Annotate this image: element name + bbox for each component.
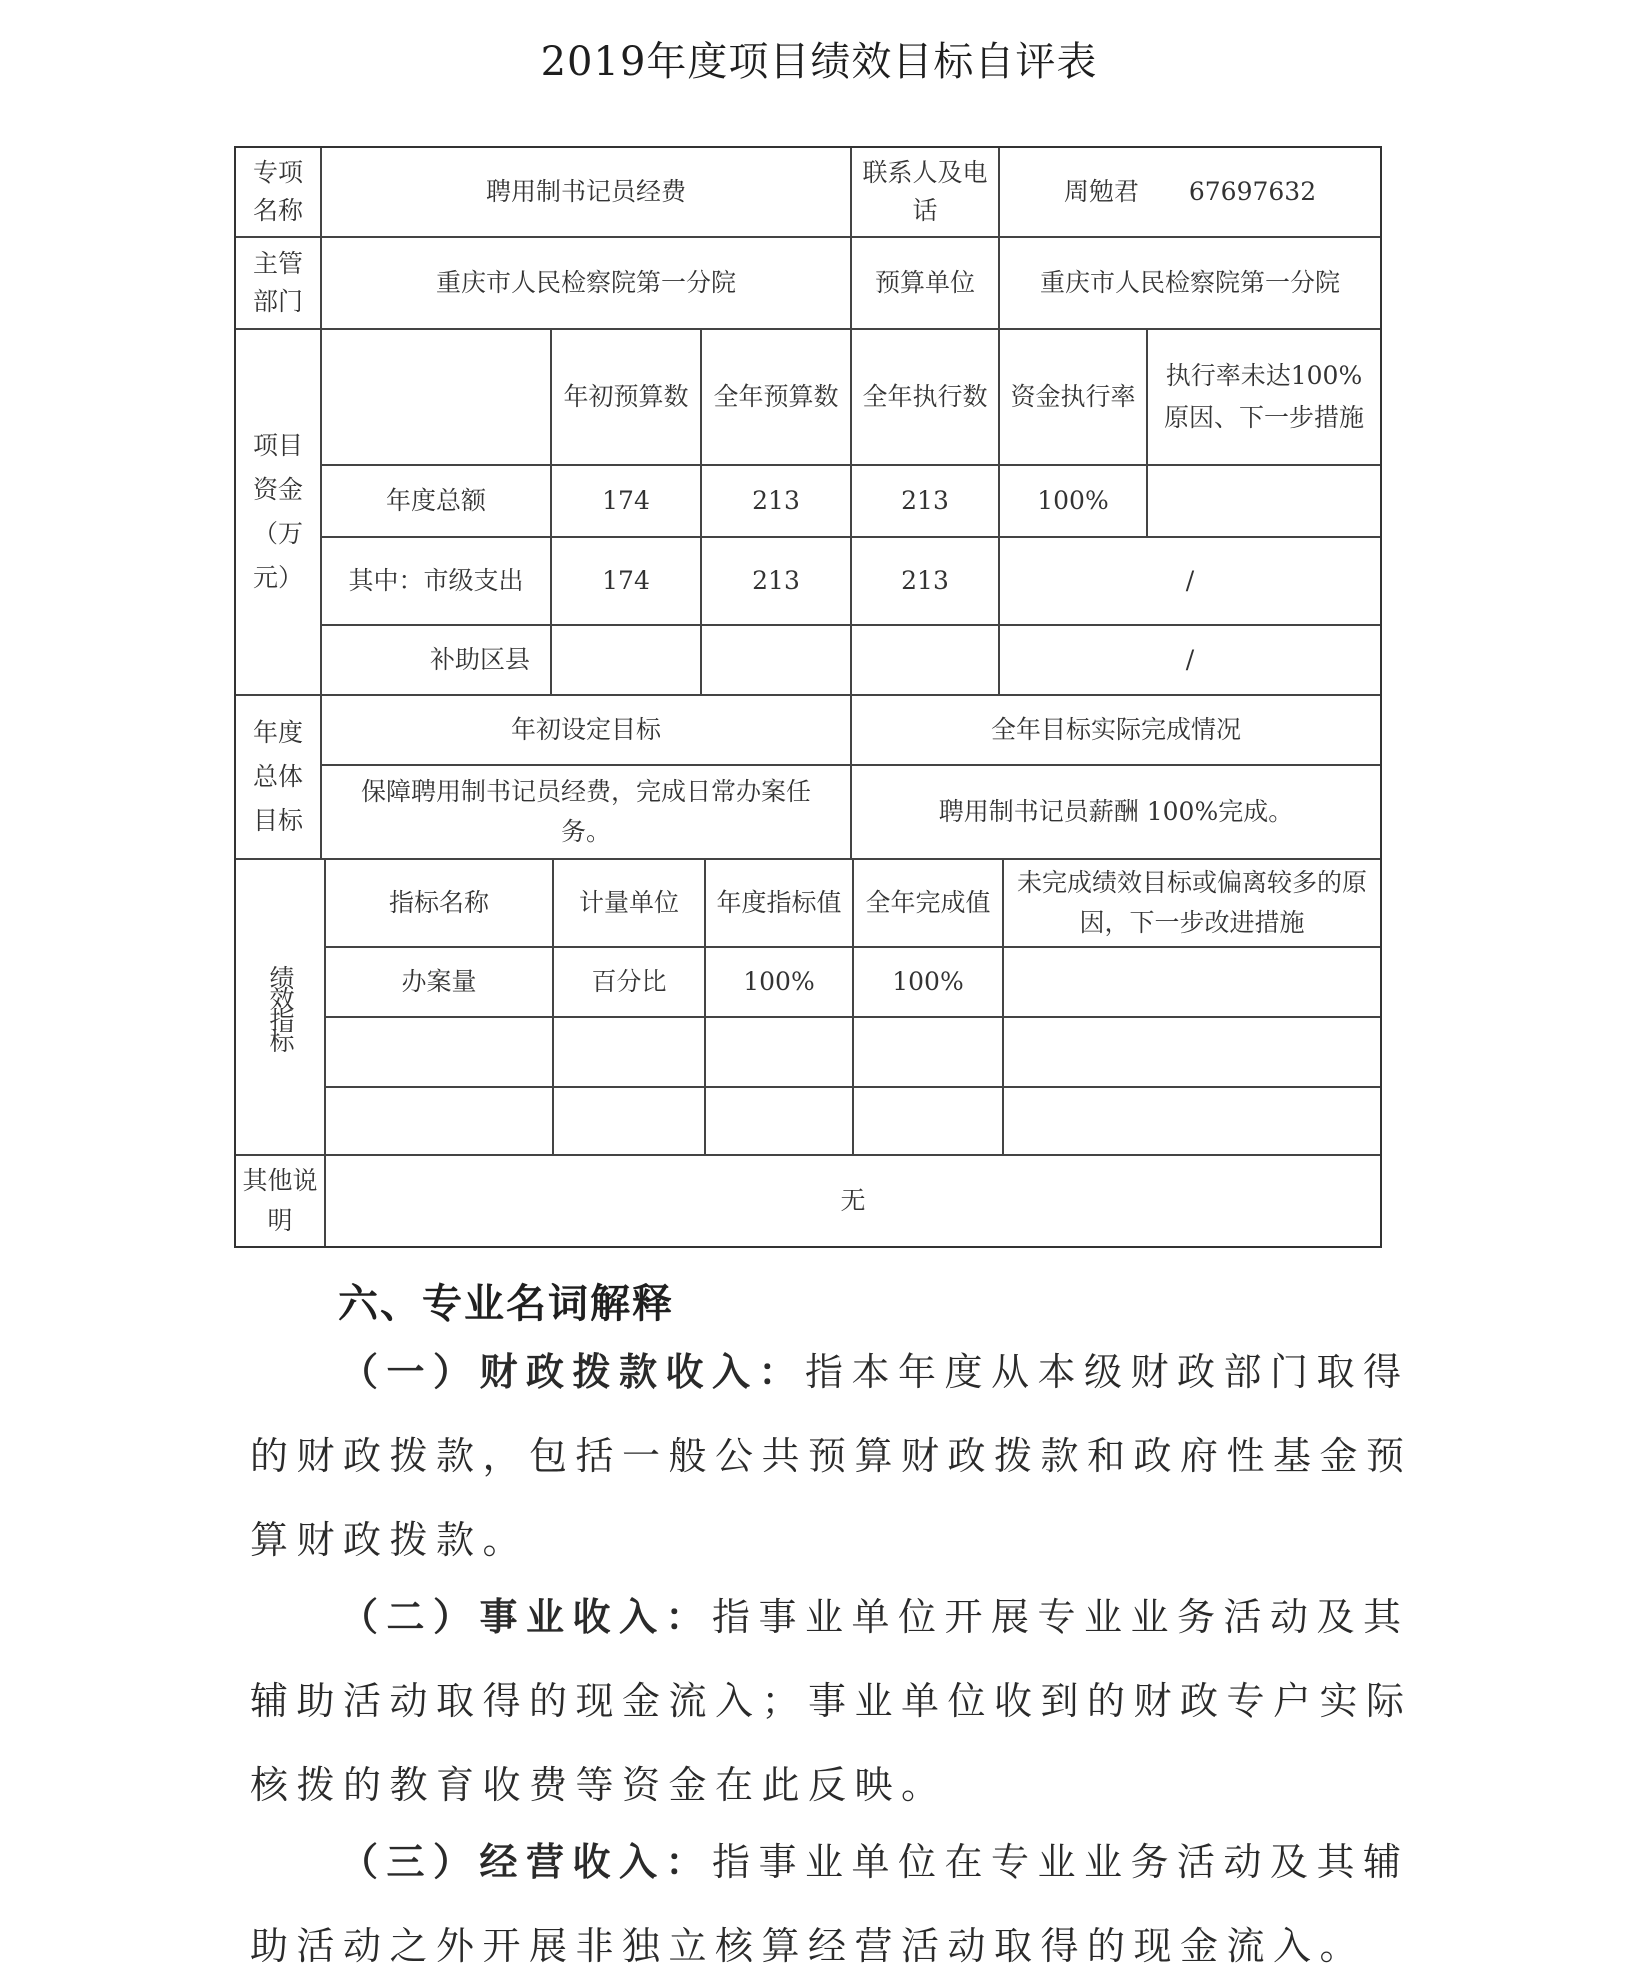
- indicator-row-3-actual: [854, 1088, 1004, 1156]
- funds-header-annual: 全年预算数: [702, 330, 852, 466]
- dept-label: 主管部门: [236, 238, 322, 330]
- funds-row-subsidy-executed: [852, 626, 1000, 696]
- definition-3-term: （三）经营收入：: [340, 1839, 713, 1884]
- funds-row-total-reason: [1148, 466, 1380, 538]
- definition-paragraph-3: [250, 1820, 1432, 1988]
- indicator-row-3-reason: [1004, 1088, 1380, 1156]
- funds-label: 项目资金（万元）: [236, 330, 322, 696]
- section-heading: 六、专业名词解释: [338, 1281, 674, 1327]
- indicator-row-1-target: 100%: [706, 948, 854, 1018]
- definition-2-term: （二）事业收入：: [340, 1594, 713, 1639]
- funds-row-subsidy-annual: [702, 626, 852, 696]
- indicator-row-3-unit: [554, 1088, 706, 1156]
- indicator-row-1-name: 办案量: [326, 948, 554, 1018]
- definition-1-text: 指本年度从本级财政部门取得的财政拨款，包括一般公共预算财政拨款和政府性基金预算财政拨款。: [250, 1350, 1413, 1562]
- funds-row-city-executed: 213: [852, 538, 1000, 626]
- indicator-row-2-name: [326, 1018, 554, 1088]
- contact-label: 联系人及电话: [852, 148, 1000, 238]
- indicators-header-target: 年度指标值: [706, 860, 854, 948]
- definition-2-text: 指事业单位开展专业业务活动及其辅助活动取得的现金流入；事业单位收到的财政专户实际核拨的教育收费等资金在此反映。: [250, 1595, 1413, 1807]
- indicator-row-1-actual: 100%: [854, 948, 1004, 1018]
- indicator-row-1-unit: 百分比: [554, 948, 706, 1018]
- self-evaluation-table: [234, 146, 1382, 1248]
- indicators-label-cell: [236, 860, 326, 1156]
- page-title: 2019年度项目绩效目标自评表: [540, 39, 1098, 85]
- funds-row-total-annual: 213: [702, 466, 852, 538]
- funds-row-subsidy-initial: [552, 626, 702, 696]
- funds-header-reason: 执行率未达100%原因、下一步措施: [1148, 330, 1380, 466]
- funds-header-executed: 全年执行数: [852, 330, 1000, 466]
- indicators-header-name: 指标名称: [326, 860, 554, 948]
- goals-actual-value: 聘用制书记员薪酬 100%完成。: [852, 766, 1380, 860]
- funds-header-initial: 年初预算数: [552, 330, 702, 466]
- other-value: 无: [840, 1186, 866, 1215]
- funds-row-total-rate: 100%: [1000, 466, 1148, 538]
- dept-value: 重庆市人民检察院第一分院: [322, 238, 852, 330]
- budget-unit-value: 重庆市人民检察院第一分院: [1000, 238, 1380, 330]
- funds-row-subsidy-label: 补助区县: [322, 626, 552, 696]
- funds-row-city-rate-reason: /: [1000, 538, 1380, 626]
- funds-row-city-label: 其中：市级支出: [322, 538, 552, 626]
- funds-row-city-annual: 213: [702, 538, 852, 626]
- indicator-row-3-name: [326, 1088, 554, 1156]
- funds-header-rate: 资金执行率: [1000, 330, 1148, 466]
- definition-paragraph-1: [250, 1330, 1432, 1582]
- contact-value: 周勉君 67697632: [1000, 148, 1380, 238]
- indicators-header-reason: 未完成绩效目标或偏离较多的原因，下一步改进措施: [1004, 860, 1380, 948]
- indicator-row-2-actual: [854, 1018, 1004, 1088]
- goals-actual-header: 全年目标实际完成情况: [852, 696, 1380, 766]
- funds-header-blank: [322, 330, 552, 466]
- indicator-row-2-target: [706, 1018, 854, 1088]
- funds-row-subsidy-rate-reason: /: [1000, 626, 1380, 696]
- goals-initial-header: 年初设定目标: [322, 696, 852, 766]
- funds-row-total-initial: 174: [552, 466, 702, 538]
- project-name-label: 专项名称: [236, 148, 322, 238]
- funds-row-city-initial: 174: [552, 538, 702, 626]
- definition-3-text: 指事业单位在专业业务活动及其辅助活动之外开展非独立核算经营活动取得的现金流入。: [250, 1840, 1410, 1968]
- budget-unit-label: 预算单位: [852, 238, 1000, 330]
- definition-paragraph-2: [250, 1575, 1432, 1827]
- definition-1-term: （一）财政拨款收入：: [340, 1349, 806, 1394]
- indicator-row-1-reason: [1004, 948, 1380, 1018]
- indicator-row-2-unit: [554, 1018, 706, 1088]
- indicators-header-actual: 全年完成值: [854, 860, 1004, 948]
- project-name-value: 聘用制书记员经费: [322, 148, 852, 238]
- indicator-row-2-reason: [1004, 1018, 1380, 1088]
- funds-row-total-executed: 213: [852, 466, 1000, 538]
- indicators-label: 绩效指标: [266, 965, 295, 1049]
- other-label: 其他说明: [236, 1156, 326, 1246]
- goals-label: 年度总体目标: [236, 696, 322, 860]
- funds-row-total-label: 年度总额: [322, 466, 552, 538]
- indicators-header-unit: 计量单位: [554, 860, 706, 948]
- indicator-row-3-target: [706, 1088, 854, 1156]
- goals-initial-value: 保障聘用制书记员经费，完成日常办案任务。: [322, 766, 852, 860]
